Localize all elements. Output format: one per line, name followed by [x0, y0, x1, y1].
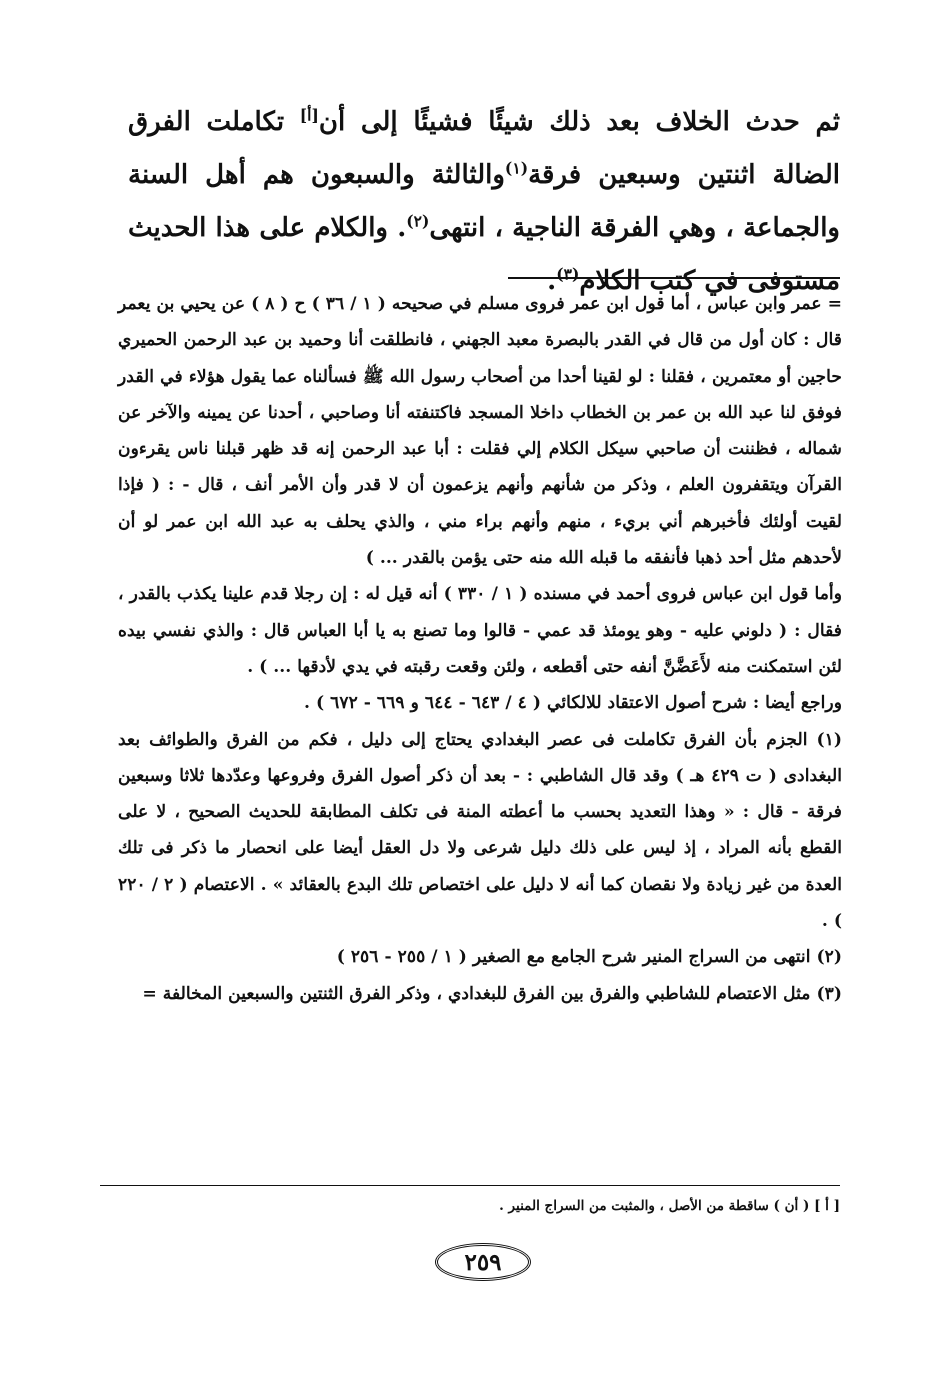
footnote-continuation: = عمر وابن عباس ، أما قول ابن عمر فروى مسلم في صحيحه ( ١ / ٣٦ ) ح ( ٨ ) عن يحيي بن يعمر قال : كان أول من قال في القدر بالبصرة معبد الجهني ، فانطلقت أنا وحميد بن عبد الرحمن الحميري حاجين أو معتمرين ، فقلنا : لو لقينا أحدا من أصحاب رسول الله ﷺ فسألناه عما يقول هؤلاء في القدر فوفق لنا عبد الله بن عمر بن الخطاب داخلا المسجد فاكتنفته أنا وصاحبي ، أحدنا عن يمينه والآخر عن شماله ، فظننت أن صاحبي سيكل الكلام إلي فقلت : أبا عبد الرحمن إنه قد ظهر قبلنا ناس يقرءون القرآن ويتقفرون العلم ، وذكر من شأنهم وأنهم يزعمون أن لا قدر وأن الأمر أنف ، قال - : ( فإذا لقيت أولئك فأخبرهم أني بريء ، منهم وأنهم براء مني ، والذي يحلف به عبد الله ابن عمر لو أن لأحدهم مثل أحد ذهبا فأنفقه ما قبله الله منه حتى يؤمن بالقدر ... ) — [118, 294, 842, 569]
footnote-3: (٣) مثل الاعتصام للشاطبي والفرق بين الفرق للبغدادي ، وذكر الفرق الثنتين والسبعين المخالفة = — [142, 983, 842, 1004]
footnote-continuation: وأما قول ابن عباس فروى أحمد في مسنده ( ١ / ٣٣٠ ) أنه قيل له : إن رجلا قدم علينا يكذب بالقدر ، فقال : ( دلوني عليه - وهو يومئذ قد عمي - قالوا وما تصنع به يا أبا العباس قال : والذي نفسي بيده لئن استمكنت منه لأَعَضَّنَّ أنفه حتى أقطعه ، ولئن وقعت رقبته في يدي لأدقها ... ) . — [118, 584, 842, 677]
footnote-marker-2: (٢) — [406, 211, 430, 231]
page-number-text: ٢٥٩ — [464, 1248, 502, 1276]
footnote-continuation: وراجع أيضا : شرح أصول الاعتقاد للالكائي ( ٤ / ٦٤٣ - ٦٤٤ و ٦٦٩ - ٦٧٢ ) . — [304, 693, 842, 714]
editor-note-separator — [100, 1185, 840, 1186]
page-number — [435, 1243, 531, 1281]
main-text-part: . والكلام على هذا الحديث مستوفى في كتب الكلام — [128, 213, 840, 296]
main-text-part: تكاملت الفرق الضالة اثنتين وسبعين فرقة — [128, 107, 840, 190]
footnotes-block — [118, 286, 842, 1012]
footnote-2: (٢) انتهى من السراج المنير شرح الجامع مع الصغير ( ١ / ٢٥٥ - ٢٥٦ ) — [336, 947, 842, 968]
main-text-part: والثالثة والسبعون هم أهل السنة والجماعة ، وهي الفرقة الناجية ، انتهى — [128, 160, 840, 243]
main-text-part: ثم حدث الخلاف بعد ذلك شيئًا فشيئًا إلى أن — [318, 107, 840, 137]
editor-ref-marker: [أ] — [299, 105, 319, 125]
editor-note: [ أ ] ( أن ) ساقطة من الأصل ، والمثبت من السراج المنير . — [499, 1198, 840, 1214]
footnote-marker-1: (١) — [504, 158, 529, 178]
footnote-1: (١) الجزم بأن الفرق تكاملت فى عصر البغدادي يحتاج إلى دليل ، فكم من الفرق والطوائف بعد البغدادى ( ت ٤٢٩ هـ ) وقد قال الشاطبي : - بعد أن ذكر أصول الفرق وفروعها وعدّدها ثلاثا وسبعين فرقة - قال : « وهذا التعديد بحسب ما أعطته المنة فى تكلف المطابقة للحديث الصحيح ، لا على القطع بأنه المراد ، إذ ليس على ذلك دليل شرعى ولا دل العقل أيضا على انحصار ما ذكر فى تلك العدة من غير زيادة ولا نقصان كما أنه لا دليل على اختصاص تلك البدع بالعقائد » . الاعتصام ( ٢ / ٢٢٠ ) . — [118, 729, 842, 932]
footnote-marker-3: (٣) — [556, 264, 580, 284]
main-text-part: . — [547, 266, 557, 296]
footnote-separator — [508, 277, 840, 279]
